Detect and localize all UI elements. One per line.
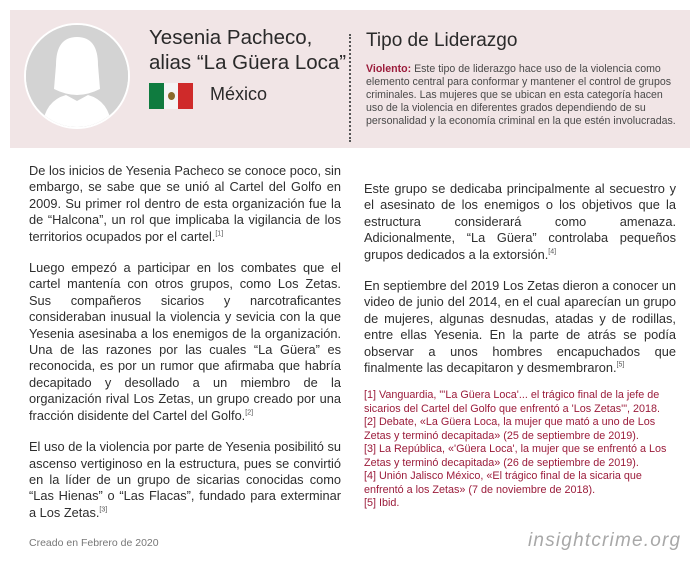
- country-label: México: [210, 84, 268, 104]
- footnote-ref[interactable]: [5]: [616, 361, 625, 369]
- person-silhouette-icon: [24, 23, 130, 129]
- created-date: [29, 537, 159, 549]
- profile-name: [149, 25, 346, 75]
- footnotes: [364, 389, 680, 511]
- footnote-ref[interactable]: [1]: [215, 230, 224, 238]
- profile-name-line1: Yesenia Pacheco,: [149, 26, 313, 49]
- paragraph: En septiembre del 2019 Los Zetas dieron a conocer un video de junio del 2014, en el cual aparecían un grupo de mujeres, algunas desnudas, atadas y de rodillas, entre ellas Yesenia. En la parte de atrás se podía observar a unos hombres encapuchados que finalmente las decapitaron y desmembraron.[5]: [364, 278, 676, 376]
- leadership-type-label: Violento:: [366, 63, 412, 75]
- footnote[interactable]: [2] Debate, «La Güera Loca, la mujer que mató a uno de Los Zetas y terminó decapitada» (25 de septiembre de 2019).: [364, 416, 656, 442]
- paragraph: Este grupo se dedicaba principalmente al secuestro y el asesinato de los enemigos o los objetivos que la estructura considerará como amenaza. Adicionalmente, “La Güera” controlaba pequeños grupos dedicados a la extorsión.[4]: [364, 181, 676, 262]
- leadership-type-text: Este tipo de liderazgo hace uso de la violencia como elemento central para conformar y mantener el control de grupos criminales. Las mujeres que se ubican en esta categoría hacen uso de la violencia en diferentes grados dependiendo de su personalidad y la economía criminal en la que estén involucradas.: [366, 63, 676, 127]
- footnote[interactable]: [4] Unión Jalisco México, «El trágico final de la sicaria que enfrentó a los Zetas» (7 de noviembre de 2018).: [364, 470, 642, 496]
- paragraph: Luego empezó a participar en los combates que el cartel mantenía con otros grupos, como Los Zetas. Sus compañeros sicarios y narcotraficantes consideraban inusual la violencia y sevicia con la que Yesenia asesinaba a los enemigos de la organización. Una de las razones por las cuales “La Güera” es reconocida, es por un rumor que afirmaba que habría decapitado y desollado a un miembro de la organización rival Los Zetas, un grupo creado por una fracción disidente del Cartel del Golfo.[2]: [29, 260, 341, 423]
- footnote-ref[interactable]: [2]: [245, 409, 254, 417]
- created-date-value: Febrero de 2020: [80, 537, 159, 549]
- footnote[interactable]: [1] Vanguardia, "'La Güera Loca'... el trágico final de la jefe de sicarios del Cartel del Golfo que enfrentó a 'Los Zetas'", 2018.: [364, 389, 661, 415]
- brand-logo[interactable]: insightcrime.org: [528, 530, 682, 551]
- profile-name-line2: alias “La Güera Loca”: [149, 51, 347, 74]
- leadership-type-title: Tipo de Liderazgo: [366, 30, 518, 51]
- header-divider: [349, 34, 351, 142]
- profile-header: [10, 10, 690, 148]
- mexico-flag-icon: [149, 83, 193, 109]
- footnote[interactable]: [5] Ibid.: [364, 497, 400, 509]
- paragraph: El uso de la violencia por parte de Yesenia posibilitó su ascenso vertiginoso en la estructura, pues se convirtió en la líder de un grupo de sicarias conocidas como “Las Hienas” o “Las Flacas”, fundado para exterminar a Los Zetas.[3]: [29, 439, 341, 520]
- created-prefix: Creado en: [29, 537, 81, 549]
- body-right-column: [364, 181, 676, 391]
- body-left-column: [29, 163, 341, 536]
- leadership-type-description: [366, 63, 680, 128]
- footnote[interactable]: [3] La República, «'Güera Loca', la mujer que se enfrentó a Los Zetas y terminó decapitada» (26 de septiembre de 2019).: [364, 443, 667, 469]
- paragraph: De los inicios de Yesenia Pacheco se conoce poco, sin embargo, se sabe que se unió al Cartel del Golfo en 2009. Su primer rol dentro de esta organización fue la de “Halcona”, un rol que implicaba la vigilancia de los territorios ocupados por el cartel.[1]: [29, 163, 341, 244]
- footnote-ref[interactable]: [4]: [548, 248, 557, 256]
- footnote-ref[interactable]: [3]: [99, 506, 108, 514]
